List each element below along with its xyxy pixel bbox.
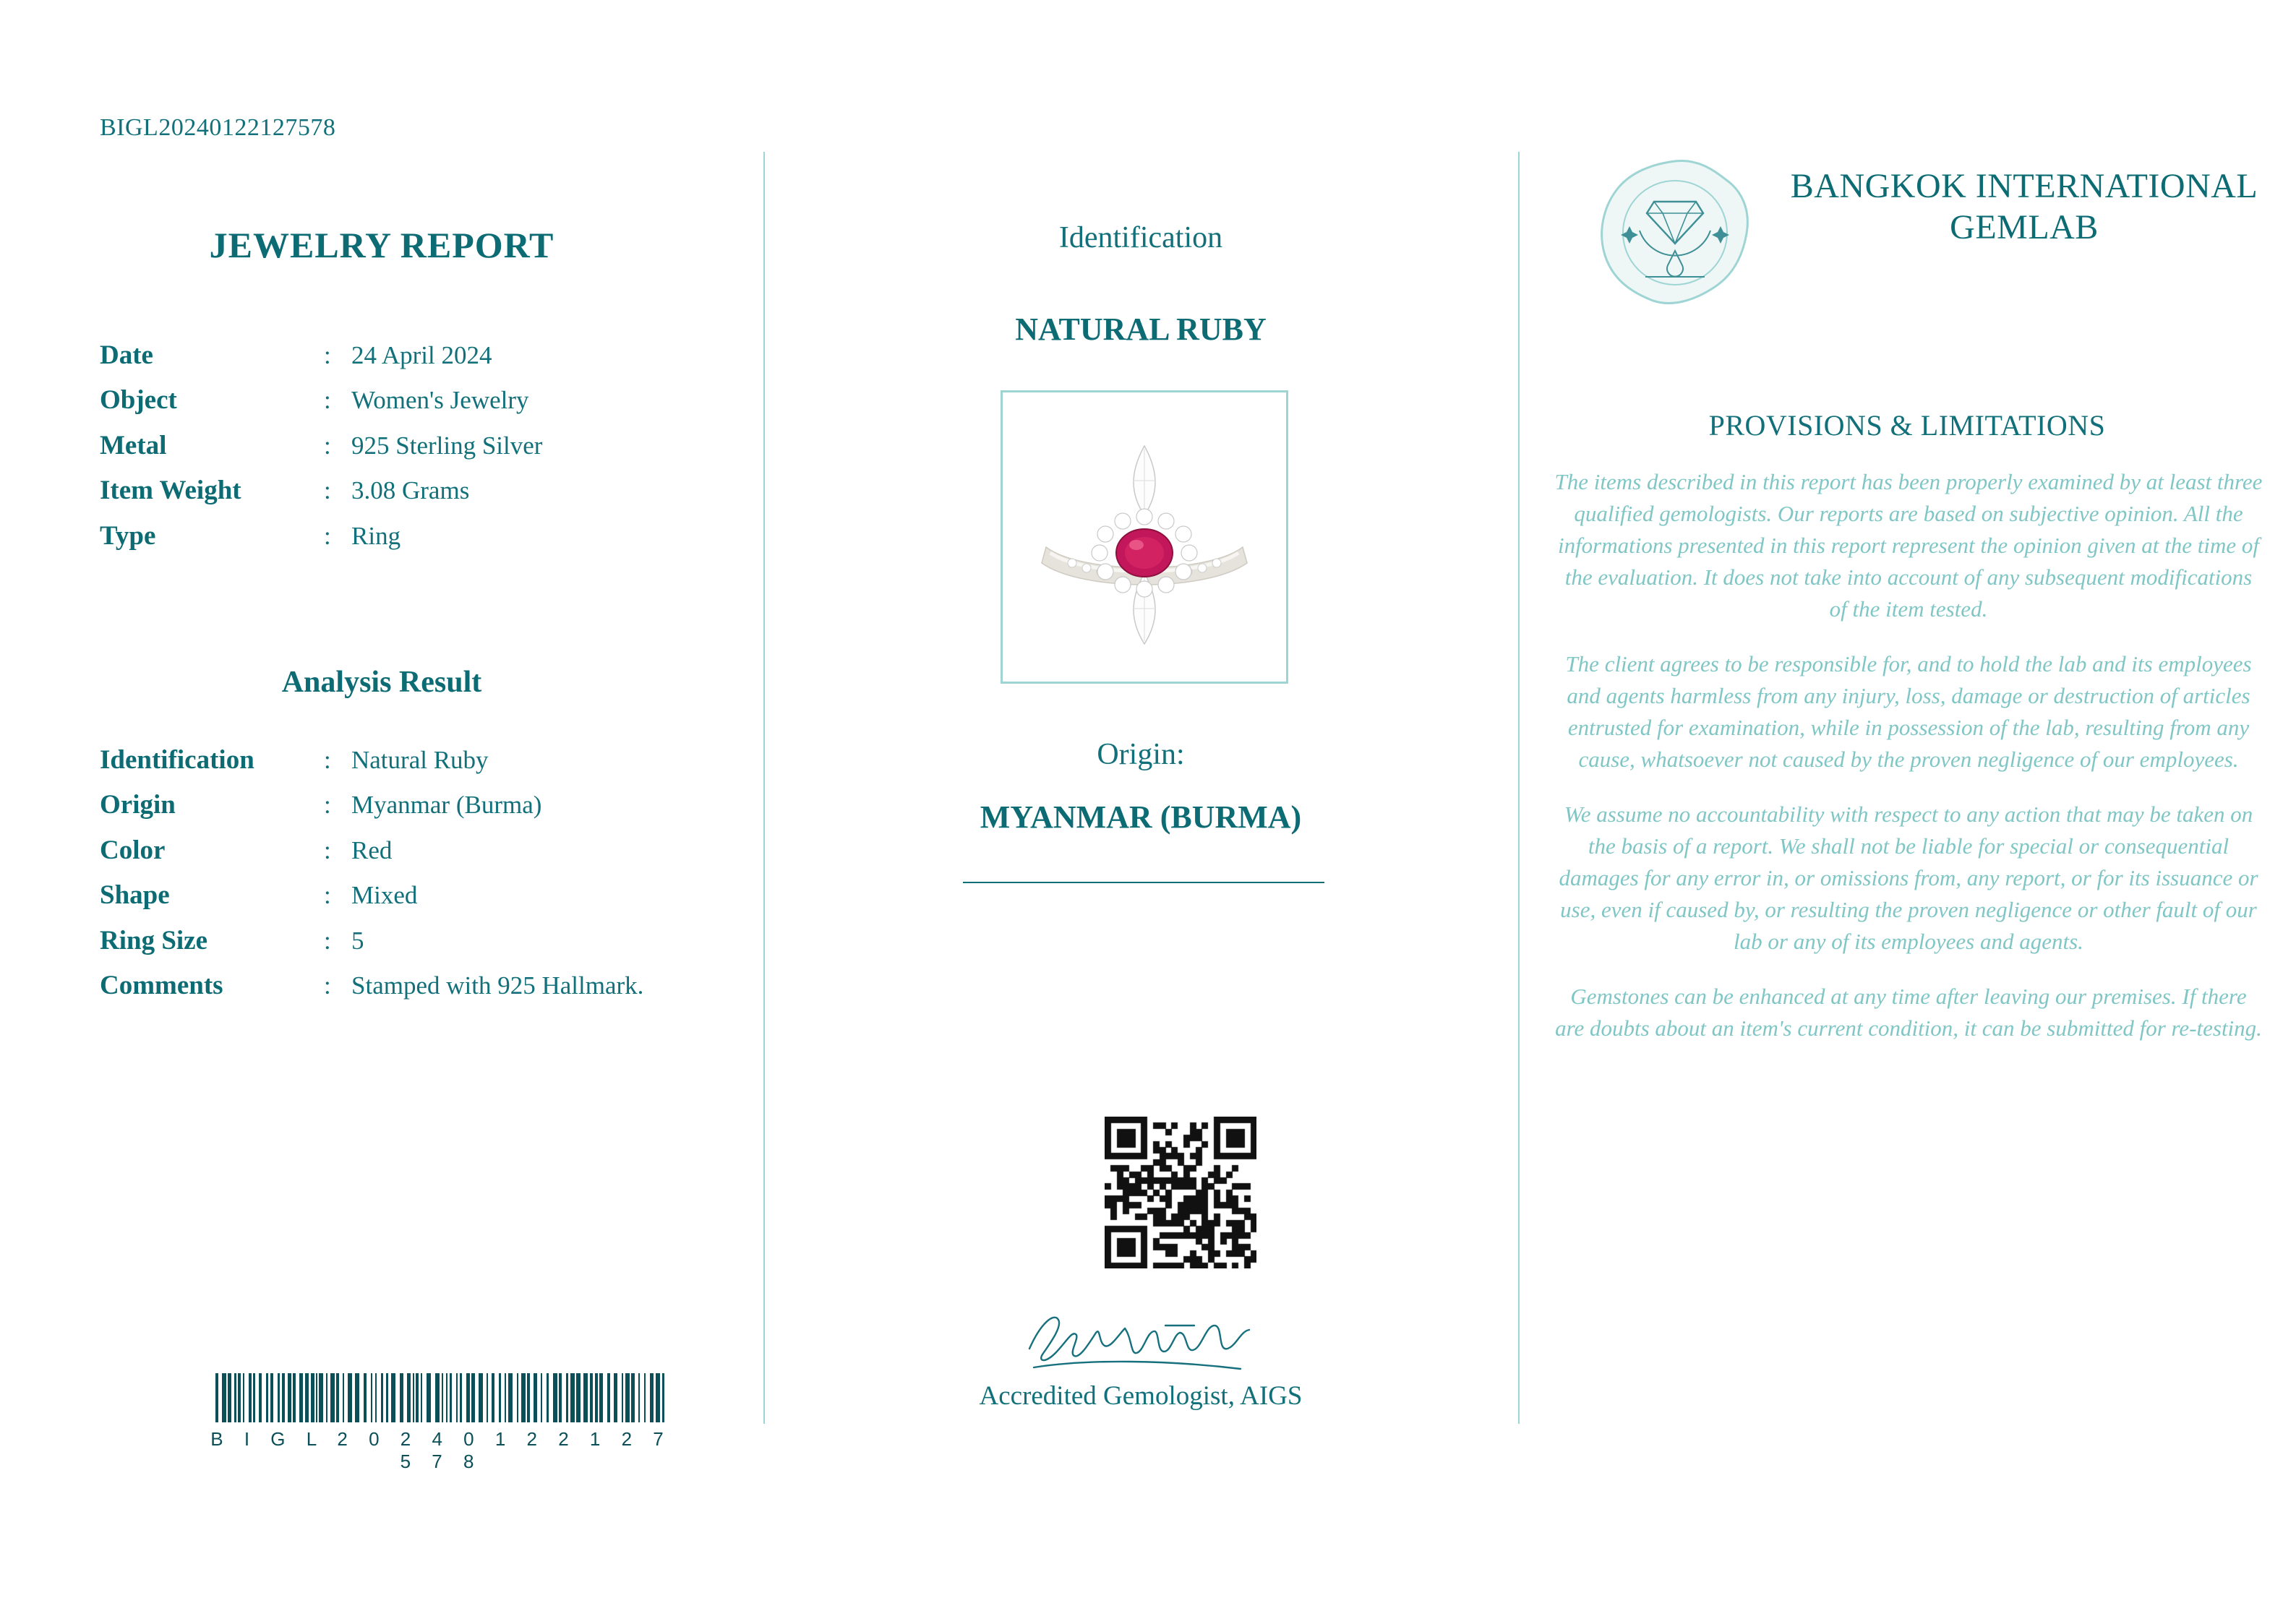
report-number: BIGL20240122127578 bbox=[100, 114, 336, 141]
barcode-bars bbox=[210, 1373, 672, 1422]
analysis-key: Comments bbox=[100, 970, 223, 1000]
analysis-key: Identification bbox=[100, 745, 254, 775]
analysis-colon: : bbox=[324, 835, 331, 864]
detail-colon: : bbox=[324, 341, 331, 369]
detail-row bbox=[100, 384, 736, 416]
signature bbox=[1024, 1301, 1269, 1380]
origin-label: Origin: bbox=[1097, 738, 1185, 771]
analysis-list bbox=[100, 744, 750, 1015]
provisions-paragraph: We assume no accountability with respect to any action that may be taken on the basis of a report. We shall not be liable for special or consequential damages for any error in, or omissions from, any report, or for its issuance or use, even if caused by, or resulting the proven negligence or other fault of our lab or any of its employees and agents. bbox=[1559, 802, 2258, 955]
right-column bbox=[1518, 0, 2296, 1624]
logo-shape bbox=[1598, 155, 1753, 311]
barcode-text: B I G L 2 0 2 4 0 1 2 2 1 2 7 5 7 8 bbox=[210, 1428, 672, 1472]
ruby-ring-image bbox=[1003, 392, 1286, 682]
detail-key: Type bbox=[100, 520, 156, 551]
detail-value: 925 Sterling Silver bbox=[351, 431, 543, 460]
analysis-value: Stamped with 925 Hallmark. bbox=[351, 971, 644, 1000]
analysis-row bbox=[100, 744, 750, 776]
detail-row bbox=[100, 340, 736, 371]
detail-value: 3.08 Grams bbox=[351, 476, 470, 505]
detail-key: Object bbox=[100, 385, 177, 416]
analysis-row bbox=[100, 925, 750, 957]
detail-value: 24 April 2024 bbox=[351, 341, 492, 369]
analysis-value: Mixed bbox=[351, 881, 418, 910]
analysis-value: Natural Ruby bbox=[351, 746, 489, 774]
analysis-colon: : bbox=[324, 971, 331, 1000]
analysis-colon: : bbox=[324, 881, 331, 910]
detail-colon: : bbox=[324, 431, 331, 460]
analysis-value: Red bbox=[351, 835, 393, 864]
analysis-key: Ring Size bbox=[100, 925, 208, 955]
brand-name: BANGKOK INTERNATIONAL GEMLAB bbox=[1790, 167, 2258, 246]
detail-value: Women's Jewelry bbox=[351, 386, 529, 415]
signature-icon bbox=[1024, 1301, 1269, 1380]
left-column bbox=[0, 0, 763, 1624]
identification-label: Identification bbox=[1058, 221, 1223, 254]
detail-row bbox=[100, 430, 736, 462]
analysis-value: Myanmar (Burma) bbox=[351, 791, 542, 820]
gemlab-logo-icon bbox=[1598, 155, 1753, 311]
signature-caption: Accredited Gemologist, AIGS bbox=[979, 1381, 1303, 1411]
gem-photo bbox=[1001, 390, 1288, 684]
qr-code[interactable] bbox=[1105, 1117, 1256, 1268]
analysis-colon: : bbox=[324, 926, 331, 955]
detail-list bbox=[100, 340, 736, 565]
analysis-key: Shape bbox=[100, 880, 170, 911]
detail-row bbox=[100, 520, 736, 552]
detail-value: Ring bbox=[351, 521, 401, 550]
analysis-colon: : bbox=[324, 746, 331, 774]
qr-code-canvas[interactable] bbox=[1105, 1117, 1256, 1268]
analysis-value: 5 bbox=[351, 926, 364, 955]
analysis-row bbox=[100, 789, 750, 821]
analysis-key: Color bbox=[100, 835, 166, 865]
analysis-row bbox=[100, 880, 750, 911]
detail-key: Item Weight bbox=[100, 476, 241, 506]
provisions-paragraph: The items described in this report has been properly examined by at least three qualified gemologists. Our reports are based on subjective opinion. All the informations presented in this report represent the opinion given at the time of the evaluation. It does not take into account of any subsequent modifications of the item tested. bbox=[1554, 469, 2263, 622]
analysis-row bbox=[100, 835, 750, 867]
detail-colon: : bbox=[324, 476, 331, 505]
identification-value: NATURAL RUBY bbox=[1015, 312, 1267, 347]
detail-key: Metal bbox=[100, 430, 167, 460]
analysis-key: Origin bbox=[100, 790, 176, 820]
analysis-row bbox=[100, 970, 750, 1002]
provisions-paragraph: Gemstones can be enhanced at any time after leaving our premises. If there are doubts about an item's current condition, it can be submitted for re-testing. bbox=[1555, 984, 2262, 1041]
provisions-body bbox=[1554, 466, 2263, 1067]
detail-row bbox=[100, 475, 736, 507]
page-title: JEWELRY REPORT bbox=[209, 225, 554, 265]
origin-divider bbox=[963, 882, 1324, 883]
barcode bbox=[210, 1373, 672, 1473]
provisions-title: PROVISIONS & LIMITATIONS bbox=[1708, 409, 2106, 442]
detail-key: Date bbox=[100, 340, 153, 370]
analysis-colon: : bbox=[324, 791, 331, 820]
provisions-paragraph: The client agrees to be responsible for, and to hold the lab and its employees and agents harmless from any injury, loss, damage or destruction of articles entrusted for examination, while in possession of the lab, resulting from any cause, whatsoever not caused by the proven negligence of our employees. bbox=[1565, 651, 2252, 773]
middle-column bbox=[763, 0, 1518, 1624]
detail-colon: : bbox=[324, 521, 331, 550]
detail-colon: : bbox=[324, 386, 331, 415]
origin-value: MYANMAR (BURMA) bbox=[980, 799, 1302, 835]
analysis-result-title: Analysis Result bbox=[281, 666, 482, 699]
